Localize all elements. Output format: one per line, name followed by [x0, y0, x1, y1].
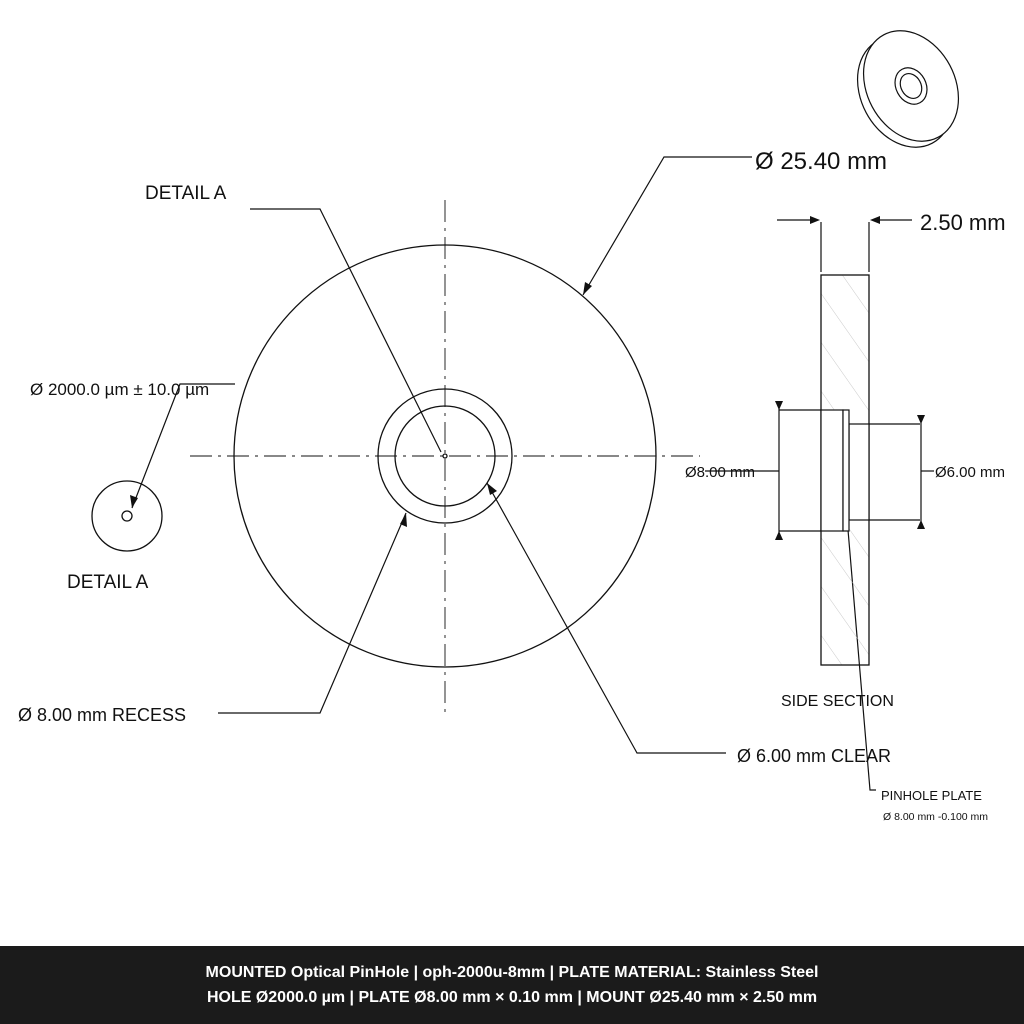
footer-line-1: MOUNTED Optical PinHole | oph-2000u-8mm | PLATE MATERIAL: Stainless Steel: [205, 964, 819, 981]
plate-tolerance-label: Ø 8.00 mm -0.100 mm: [883, 811, 989, 823]
mount-outline: [234, 245, 656, 667]
side-clear-dimension-label: Ø6.00 mm: [935, 464, 1006, 481]
hole-diameter-label: Ø 2000.0 µm ± 10.0 µm: [30, 380, 210, 399]
isometric-view: [839, 14, 977, 164]
pinhole-circle: [443, 454, 447, 458]
leader-lines: [132, 157, 876, 790]
pinhole-plate-label: PINHOLE PLATE: [881, 788, 982, 803]
footer-line-2: HOLE Ø2000.0 µm | PLATE Ø8.00 mm × 0.10 mm | MOUNT Ø25.40 mm × 2.50 mm: [206, 989, 818, 1006]
side-dimensions: [705, 220, 934, 538]
side-section-view: [821, 275, 869, 665]
detail-a-view: [92, 481, 162, 551]
detail-reference-label: DETAIL A: [145, 183, 227, 204]
mount-diameter-label: Ø 25.40 mm: [755, 148, 888, 175]
thickness-label: 2.50 mm: [920, 210, 1006, 235]
recess-label: Ø 8.00 mm RECESS: [18, 705, 187, 725]
pinhole-plate-section: [843, 410, 849, 531]
clear-aperture-label: Ø 6.00 mm CLEAR: [737, 746, 892, 766]
clear-bore: [849, 424, 869, 520]
leader-arrowheads: [130, 282, 592, 527]
footer-banner: [0, 946, 1024, 1024]
recess-pocket: [821, 410, 843, 531]
side-section-label: SIDE SECTION: [781, 693, 894, 710]
side-recess-dimension-label: Ø8.00 mm: [685, 464, 756, 481]
detail-caption-label: DETAIL A: [67, 572, 149, 593]
front-view: [190, 200, 700, 712]
